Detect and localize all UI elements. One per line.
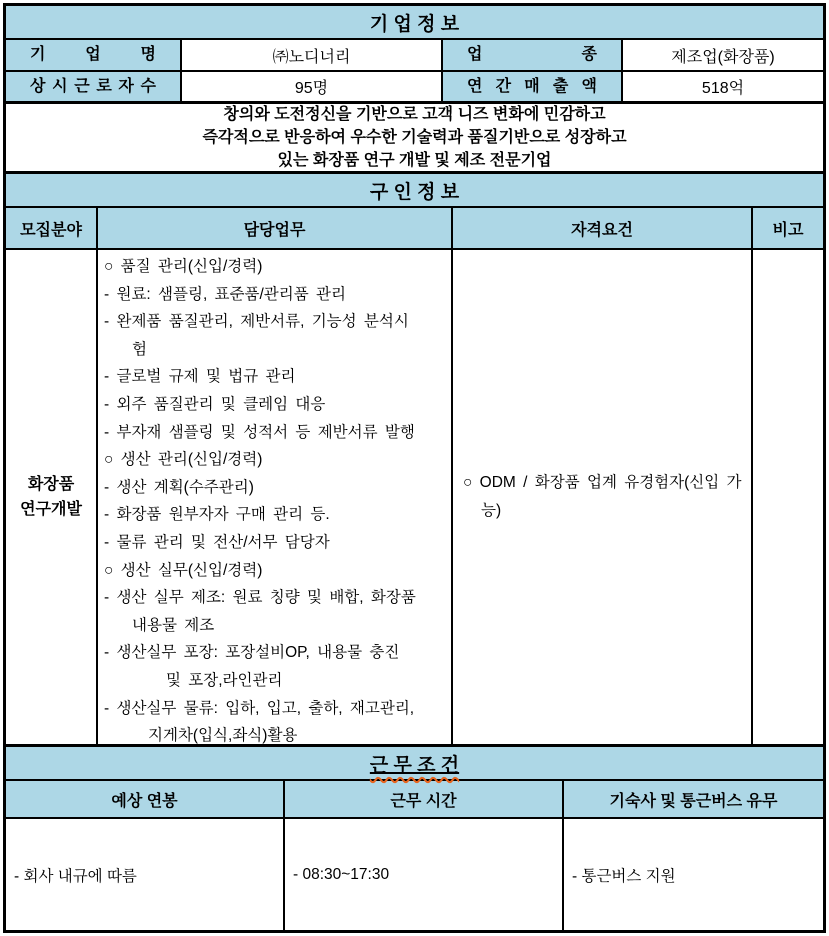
industry-value: 제조업(화장품) [671, 48, 775, 66]
company-info-row-1 [6, 40, 823, 72]
column-header-note: 비고 [753, 208, 823, 248]
duty-line: - 화장품 원부자자 구매 관리 등. [104, 506, 330, 524]
column-header-work-hours: 근무 시간 [285, 781, 564, 817]
duties-cell [98, 250, 453, 744]
industry-label: 업 종 [443, 40, 623, 70]
company-name-value: ㈜노디너리 [182, 40, 443, 70]
duty-line: ○ 생산 관리(신입/경력) [104, 451, 263, 469]
column-header-expected-salary: 예상 연봉 [6, 781, 285, 817]
duty-line: - 생산 실무 제조: 원료 칭량 및 배합, 화장품 [104, 589, 416, 607]
expected-salary-value: - 회사 내규에 따름 [6, 819, 285, 930]
company-info-title: 기 업 정 보 [6, 6, 823, 40]
recruit-field-line: 연구개발 [20, 501, 82, 518]
duty-line: 내용물 제조 [132, 616, 215, 634]
duty-line: - 생산실무 포장: 포장설비OP, 내용물 충진 [104, 644, 400, 662]
column-header-duties: 담당업무 [98, 208, 453, 248]
commuter-bus-value: - 통근버스 지원 [572, 867, 676, 885]
duty-line: ○ 품질 관리(신입/경력) [104, 258, 263, 275]
document-table [3, 3, 826, 933]
recruit-info-title: 구 인 정 보 [6, 174, 823, 208]
company-name-label: 기 업 명 [6, 40, 182, 70]
column-header-qualification: 자격요건 [453, 208, 753, 248]
work-conditions-title-text: 근 무 조 건 [369, 754, 460, 776]
note-cell [753, 250, 823, 744]
recruit-column-headers [6, 208, 823, 250]
company-description-line: 즉각적으로 반응하여 우수한 기술력과 품질기반으로 성장하고 [202, 129, 627, 146]
qualification-line: ○ ODM / 화장품 업계 유경험자(신입 가 [463, 474, 742, 492]
qualification-line: 능) [481, 502, 502, 519]
work-hours-value: - 08:30~17:30 [285, 819, 564, 930]
work-conditions-column-headers [6, 781, 823, 819]
duty-line: 및 포장,라인관리 [166, 671, 283, 689]
work-conditions-title-underline [370, 750, 459, 777]
employee-count-value: 95명 [182, 72, 443, 101]
recruit-field-line: 화장품 [27, 476, 75, 493]
duty-line: - 외주 품질관리 및 클레임 대응 [104, 395, 326, 413]
company-description-line: 창의와 도전정신을 기반으로 고객 니즈 변화에 민감하고 [223, 106, 606, 123]
qualification-cell [453, 250, 753, 744]
annual-revenue-value: 518억 [701, 80, 745, 97]
recruit-row [6, 250, 823, 747]
column-header-dormitory-bus: 기숙사 및 통근버스 유무 [564, 781, 823, 817]
duty-line: - 글로벌 규제 및 법규 관리 [104, 368, 296, 386]
duty-line: - 생산실무 물류: 입하, 입고, 출하, 재고관리, [104, 699, 415, 717]
duty-line: ○ 생산 실무(신입/경력) [104, 561, 263, 579]
work-conditions-row [6, 819, 823, 930]
duty-line: 지게차(입식,좌식)활용 [148, 727, 298, 744]
duty-line: - 완제품 품질관리, 제반서류, 기능성 분석시 [104, 313, 409, 331]
column-header-recruit-field: 모집분야 [6, 208, 98, 248]
recruit-field-cell [6, 250, 98, 744]
company-info-row-2 [6, 72, 823, 104]
duty-line: - 물류 관리 및 전산/서무 담당자 [104, 533, 330, 551]
company-description-line: 있는 화장품 연구 개발 및 제조 전문기업 [277, 152, 552, 169]
duty-line: 험 [132, 340, 147, 358]
duty-line: - 생산 계획(수주관리) [104, 478, 254, 496]
company-description [6, 104, 823, 174]
duty-line: - 원료: 샘플링, 표준품/관리품 관리 [104, 285, 346, 303]
annual-revenue-label: 연 간 매 출 액 [443, 72, 623, 101]
duty-line: - 부자재 샘플링 및 성적서 등 제반서류 발행 [104, 423, 415, 441]
work-conditions-title [6, 747, 823, 781]
employee-count-label: 상 시 근 로 자 수 [6, 72, 182, 101]
